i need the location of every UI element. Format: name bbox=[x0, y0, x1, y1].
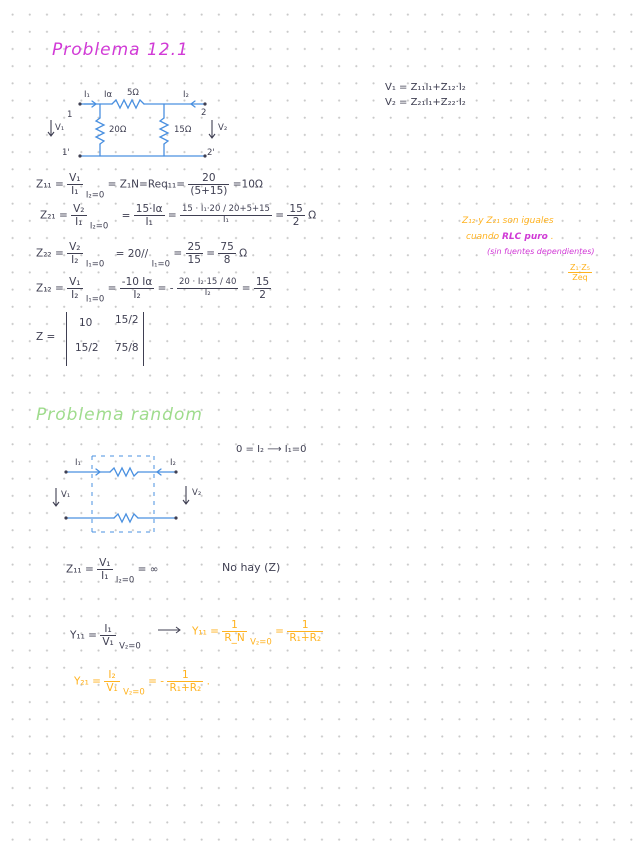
z-matrix-a22: 75/8 bbox=[115, 342, 139, 354]
label-r-left: 20Ω bbox=[109, 125, 127, 135]
c2-label-i1: I₁ bbox=[75, 458, 81, 468]
problem-title-random: Problema random bbox=[36, 405, 203, 425]
label-i2: I₂ bbox=[183, 90, 189, 100]
c2-label-i2: I₂ bbox=[170, 458, 176, 468]
label-v2: V₂ bbox=[218, 123, 228, 133]
z-matrix-label: Z = bbox=[36, 331, 56, 343]
c2-z11-derivation: Z₁₁ = $\frac{\text{V₁}}{\text{I₁}}$ $_{I_2=0}$ = ∞ bbox=[66, 557, 159, 586]
note-i2-zero: 0 = I₂ ⟶ I₁=0 bbox=[236, 444, 307, 455]
z-matrix-a12: 15/2 bbox=[115, 314, 139, 326]
label-r-right: 15Ω bbox=[174, 125, 192, 135]
label-node-2: 2 bbox=[201, 108, 207, 118]
side-note-line2: cuando RLC puro . bbox=[466, 232, 554, 242]
side-note-line3: (sin fuentes dependientes) bbox=[487, 247, 595, 256]
label-node-1p: 1' bbox=[62, 148, 70, 158]
label-r-top: 5Ω bbox=[127, 88, 139, 98]
z11-derivation: Z₁₁ = $\frac{\text{V₁}}{\text{I₁}}$ $_{I_2=0}$ = Z₁N=Req₁₁= $\frac{20}{(5+15)}$ =10Ω bbox=[36, 172, 263, 201]
y11-derivation: Y₁₁ = $\frac{\text{I₁}}{\text{V₁}}$ $_{V_2=0}$ bbox=[70, 623, 141, 652]
y11-result: Y₁₁ = $\frac{1}{R\_N}$ $_{V_2=0}$ = $\frac{1}{\text{R₁+R₂}}$ bbox=[192, 619, 322, 648]
label-v1: V₁ bbox=[55, 123, 65, 133]
z-matrix-a21: 15/2 bbox=[75, 342, 99, 354]
c2-label-v1: V₁ bbox=[61, 490, 71, 500]
z-equation-1: V₁ = Z₁₁I₁+Z₁₂·I₂ bbox=[385, 82, 466, 93]
y21-derivation: Y₂₁ = $\frac{\text{I₂}}{\text{V₁}}$ $_{V_2=0}$ = - $\frac{1}{\text{R₁+R₂}}$ . bbox=[74, 669, 210, 698]
problem-title-12-1: Problema 12.1 bbox=[52, 40, 189, 60]
label-ialpha: Iα bbox=[104, 90, 113, 100]
label-node-2p: 2' bbox=[207, 148, 215, 158]
label-i1: I₁ bbox=[84, 90, 90, 100]
c2-label-v2: V₂ bbox=[192, 488, 202, 498]
side-note-fraction: $\frac{\text{Z₁·Z₅}}{\text{Zeq}}$ bbox=[570, 263, 590, 283]
side-note-line1: Z₁₂ y Z₂₁ son iguales bbox=[462, 216, 554, 226]
z-equation-2: V₂ = Z₂₁I₁+Z₂₂·I₂ bbox=[385, 97, 466, 108]
label-node-1: 1 bbox=[67, 110, 73, 120]
z21-derivation: Z₂₁ = $\frac{\text{V₂}}{\text{I₁}}$ $_{I_2=0}$ = $\frac{15\cdot I\alpha}{\text{I₁}}$ = $\frac{\text{15 · I₁·20 / 20+5+15}}{\text{I₁}}$ = $\frac{15}{2}$ Ω bbox=[40, 203, 317, 232]
z22-derivation: Z₂₂ = $\frac{\text{V₂}}{\text{I₂}}$ $_{I_1=0}$ = 20// $_{I_1=0}$ = $\frac{25}{15}$ = $\frac{75}{8}$ Ω bbox=[36, 241, 248, 270]
z12-derivation: Z₁₂ = $\frac{\text{V₁}}{\text{I₂}}$ $_{I_1=0}$ = $\frac{-10 I\alpha}{\text{I₂}}$ = - $\frac{\text{20 · I₂·15 / 40}}{\text{I₂}}$ = $\frac{15}{2}$ bbox=[36, 276, 270, 305]
no-hay-z-note: No hay (Z) bbox=[222, 561, 281, 574]
z-matrix-a11: 10 bbox=[79, 317, 93, 329]
